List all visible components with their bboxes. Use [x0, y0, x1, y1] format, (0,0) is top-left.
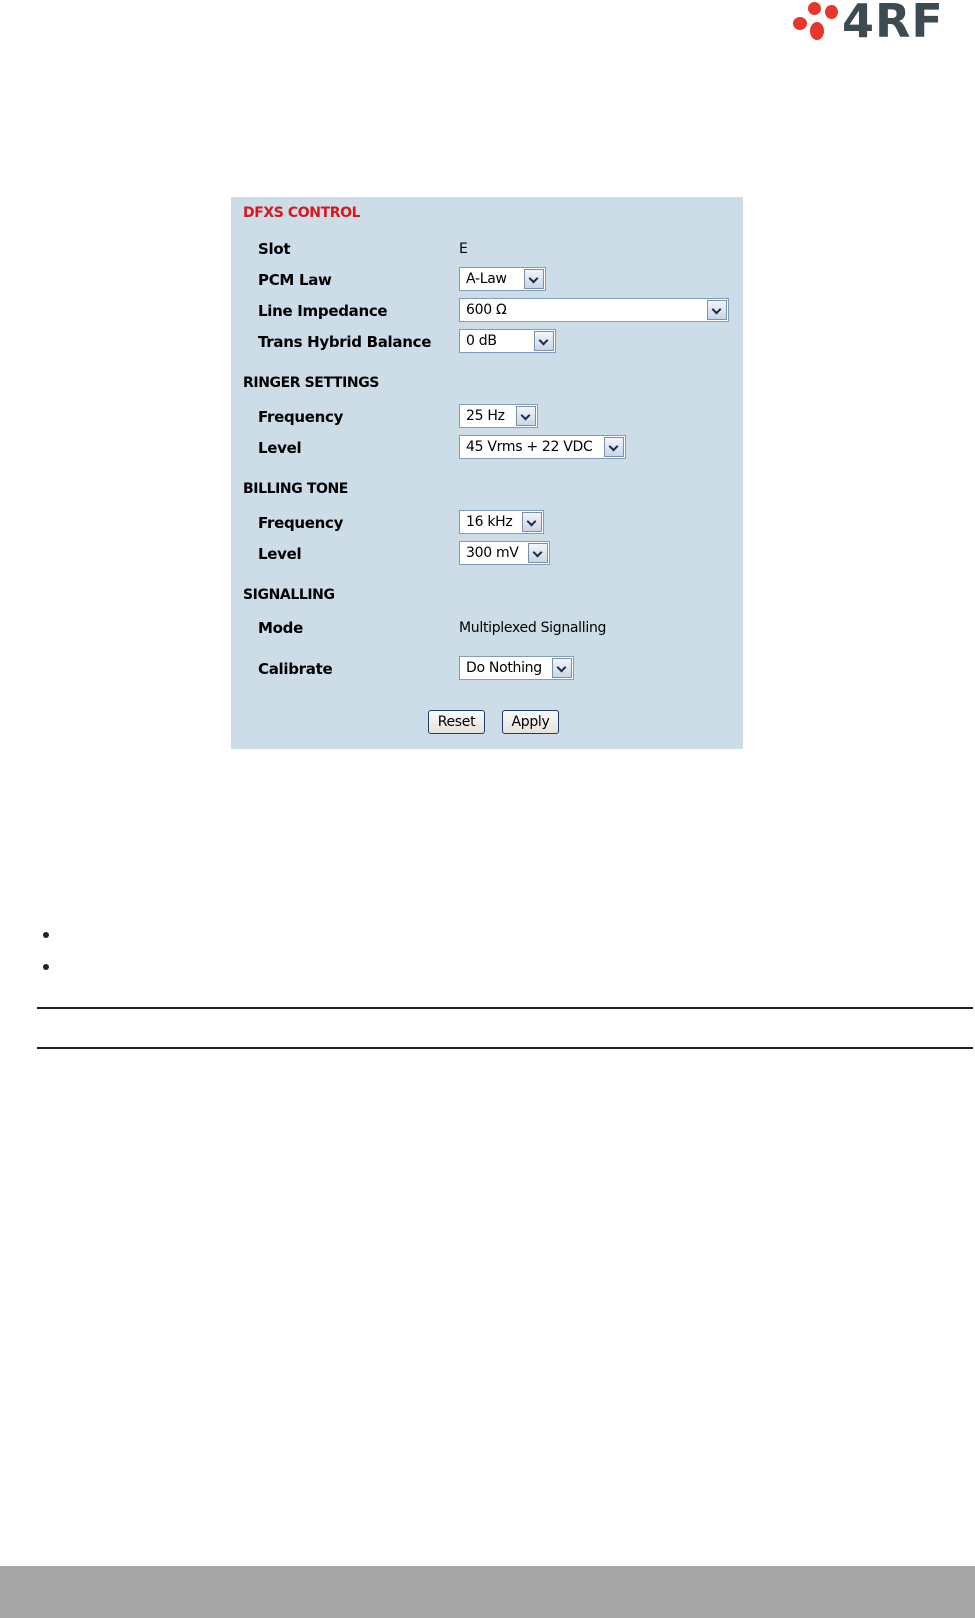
chevron-down-icon[interactable] — [552, 658, 572, 678]
horizontal-rule — [37, 1007, 973, 1009]
bullet-marker — [43, 932, 49, 938]
billing-frequency-value: 16 kHz — [466, 514, 513, 530]
chevron-down-icon[interactable] — [534, 331, 554, 351]
chevron-down-icon[interactable] — [524, 269, 544, 289]
dfxs-control-panel — [231, 197, 743, 749]
ringer-settings-heading: RINGER SETTINGS — [243, 375, 379, 391]
chevron-down-icon[interactable] — [707, 300, 727, 320]
chevron-down-icon[interactable] — [528, 543, 548, 563]
line-impedance-value: 600 Ω — [466, 302, 507, 318]
calibrate-label: Calibrate — [258, 660, 333, 678]
ringer-level-select[interactable] — [459, 435, 626, 459]
ringer-level-label: Level — [258, 439, 302, 457]
line-impedance-select[interactable] — [459, 298, 729, 322]
logo-petal-icon — [825, 5, 838, 19]
slot-label: Slot — [258, 240, 291, 258]
billing-level-value: 300 mV — [466, 545, 519, 561]
ringer-frequency-value: 25 Hz — [466, 408, 505, 424]
slot-value: E — [459, 241, 468, 257]
signalling-mode-value: Multiplexed Signalling — [459, 620, 607, 636]
reset-button[interactable]: Reset — [428, 710, 485, 734]
pcm-law-select[interactable] — [459, 267, 546, 291]
calibrate-value: Do Nothing — [466, 660, 542, 676]
horizontal-rule — [37, 1047, 973, 1049]
panel-title: DFXS CONTROL — [243, 205, 361, 221]
logo-petal-icon — [793, 17, 807, 30]
chevron-down-icon[interactable] — [522, 512, 542, 532]
billing-level-label: Level — [258, 545, 302, 563]
billing-frequency-select[interactable] — [459, 510, 544, 534]
signalling-heading: SIGNALLING — [243, 587, 335, 603]
logo-petal-icon — [810, 22, 824, 40]
logo-text: 4RF — [842, 0, 944, 48]
trans-hybrid-select[interactable] — [459, 329, 556, 353]
chevron-down-icon[interactable] — [604, 437, 624, 457]
signalling-mode-label: Mode — [258, 619, 303, 637]
logo-petal-icon — [808, 2, 821, 15]
pcm-law-value: A-Law — [466, 271, 507, 287]
ringer-frequency-label: Frequency — [258, 408, 344, 426]
apply-button[interactable]: Apply — [502, 710, 559, 734]
company-logo — [792, 0, 972, 46]
calibrate-select[interactable] — [459, 656, 574, 680]
bullet-marker — [43, 964, 49, 970]
trans-hybrid-label: Trans Hybrid Balance — [258, 333, 432, 351]
line-impedance-label: Line Impedance — [258, 302, 388, 320]
billing-tone-heading: BILLING TONE — [243, 481, 348, 497]
ringer-frequency-select[interactable] — [459, 404, 538, 428]
page-footer — [0, 1566, 975, 1618]
trans-hybrid-value: 0 dB — [466, 333, 497, 349]
billing-frequency-label: Frequency — [258, 514, 344, 532]
ringer-level-value: 45 Vrms + 22 VDC — [466, 439, 593, 455]
billing-level-select[interactable] — [459, 541, 550, 565]
pcm-law-label: PCM Law — [258, 271, 332, 289]
chevron-down-icon[interactable] — [516, 406, 536, 426]
